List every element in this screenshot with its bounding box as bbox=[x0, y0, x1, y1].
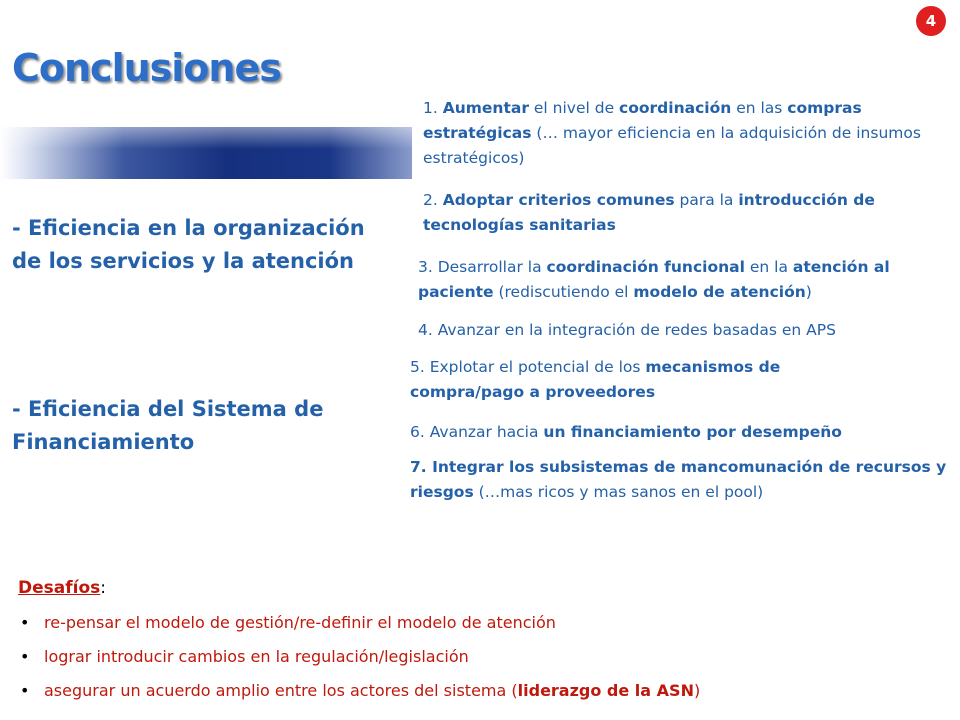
challenges-list bbox=[18, 606, 938, 708]
conclusion-item-1: 1. Aumentar el nivel de coordinación en las compras estratégicas (… mayor eficiencia en la adquisición de insumos estratégicos) bbox=[423, 99, 921, 167]
challenge-item-2: • lograr introducir cambios en la regulación/legislación bbox=[18, 640, 938, 674]
heading-organizacion: - Eficiencia en la organización de los servicios y la atención bbox=[12, 216, 365, 273]
challenges-section bbox=[18, 578, 938, 708]
heading-financiamiento: - Eficiencia del Sistema de Financiamiento bbox=[12, 397, 324, 454]
conclusion-item-6: 6. Avanzar hacia un financiamiento por desempeño bbox=[410, 423, 842, 441]
conclusion-item-2: 2. Adoptar criterios comunes para la introducción de tecnologías sanitarias bbox=[423, 191, 875, 234]
title-underline-bar bbox=[0, 127, 412, 179]
slide-number-badge: 4 bbox=[916, 6, 946, 36]
conclusion-item-5: 5. Explotar el potencial de los mecanismos de compra/pago a proveedores bbox=[410, 358, 781, 401]
conclusion-item-4: 4. Avanzar en la integración de redes basadas en APS bbox=[418, 321, 836, 339]
challenge-item-1: • re-pensar el modelo de gestión/re-definir el modelo de atención bbox=[18, 606, 938, 640]
conclusion-item-3: 3. Desarrollar la coordinación funcional en la atención al paciente (rediscutiendo el modelo de atención) bbox=[418, 258, 890, 301]
challenge-item-3: • asegurar un acuerdo amplio entre los actores del sistema (liderazgo de la ASN) bbox=[18, 674, 938, 708]
challenges-heading: Desafíos: bbox=[18, 578, 106, 598]
slide-title: Conclusiones bbox=[12, 46, 281, 90]
conclusion-item-7: 7. Integrar los subsistemas de mancomunación de recursos y riesgos (…mas ricos y mas sanos en el pool) bbox=[410, 458, 947, 501]
